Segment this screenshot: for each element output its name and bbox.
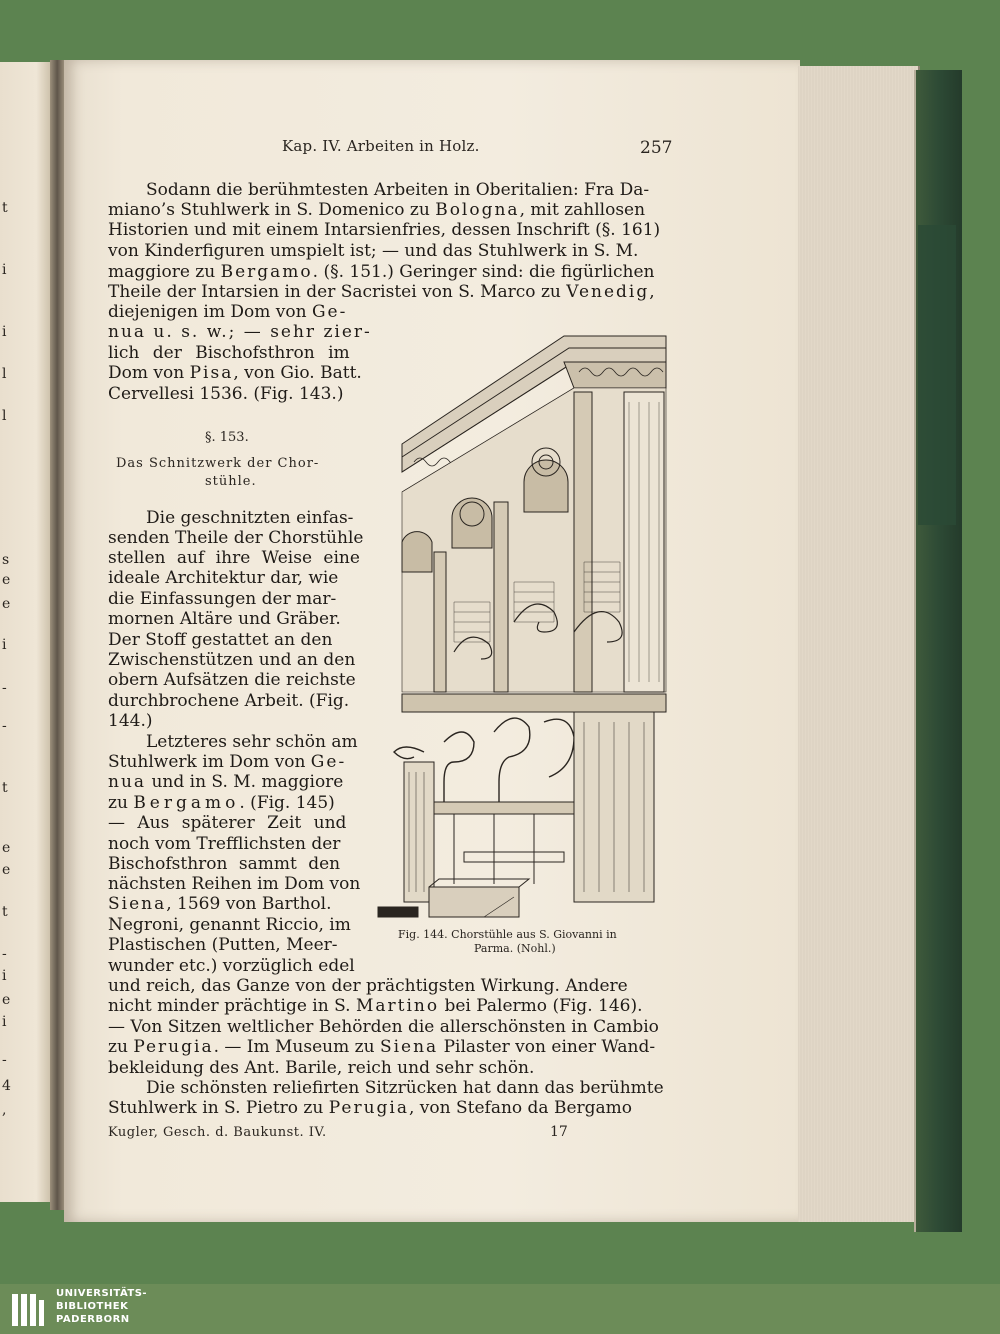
text-run: , mit zahllosen	[519, 200, 646, 220]
text-line: wunder etc.) vorzüglich edel	[108, 956, 355, 976]
running-head: Kap. IV. Arbeiten in Holz.	[282, 137, 480, 155]
left-page-edge	[0, 62, 52, 1202]
library-name: BIBLIOTHEK	[56, 1301, 129, 1312]
text-line: Sodann die berühmtesten Arbeiten in Oberitalien: Fra Da-	[146, 180, 650, 200]
left-fragment: -	[2, 680, 7, 696]
spaced-word: Perugia	[328, 1098, 409, 1118]
text-run: , von Stefano da Bergamo	[409, 1098, 633, 1118]
text-line	[108, 363, 362, 383]
library-name: UNIVERSITÄTS-	[56, 1288, 148, 1299]
left-fragment: i	[2, 324, 7, 340]
left-fragment: 4	[2, 1078, 11, 1094]
text-run: miano’s Stuhlwerk in S. Domenico zu	[108, 200, 436, 220]
left-fragment: i	[2, 968, 7, 984]
text-line: Zwischenstützen und an den	[108, 650, 356, 670]
left-fragment: i	[2, 1014, 7, 1030]
spaced-word: nua	[108, 772, 147, 792]
cover-band	[918, 225, 956, 525]
figure-caption: Fig. 144. Chorstühle aus S. Giovanni in	[398, 928, 617, 941]
footer-citation: Kugler, Gesch. d. Baukunst. IV.	[108, 1125, 327, 1140]
text-line: — Von Sitzen weltlicher Behörden die allerschönsten in Cambio	[108, 1017, 659, 1037]
left-fragment: -	[2, 946, 7, 962]
text-run: nicht minder prächtige in S.	[108, 996, 356, 1016]
text-line: Negroni, genannt Riccio, im	[108, 915, 351, 935]
section-number: §. 153.	[205, 430, 249, 445]
text-line: Die geschnitzten einfas-	[146, 508, 354, 528]
text-line: Der Stoff gestattet an den	[108, 630, 333, 650]
figure-caption: Parma. (Nohl.)	[474, 942, 556, 955]
text-line: nua u. s. w.; — sehr zier-	[108, 322, 372, 342]
left-fragment: e	[2, 862, 11, 878]
text-run: diejenigen im Dom von	[108, 302, 312, 322]
text-line: senden Theile der Chorstühle	[108, 528, 364, 548]
spaced-word: Venedig	[566, 282, 650, 302]
text-run: zu	[108, 793, 134, 813]
left-fragment: -	[2, 718, 7, 734]
text-line	[108, 282, 655, 302]
library-footer-bar	[0, 1284, 1000, 1334]
text-run: Theile der Intarsien in der Sacristei von S. Marco zu	[108, 282, 567, 302]
left-fragment: e	[2, 596, 11, 612]
spaced-word: Siena	[379, 1037, 439, 1057]
left-fragment: e	[2, 572, 11, 588]
text-line	[108, 1098, 632, 1118]
text-line	[108, 752, 346, 772]
text-run: . (§. 151.) Geringer sind: die figürlichen	[312, 262, 655, 282]
text-run: ,	[649, 282, 655, 302]
text-run: zu	[108, 1037, 134, 1057]
text-line: Plastischen (Putten, Meer-	[108, 935, 338, 955]
left-fragment: i	[2, 262, 7, 278]
spaced-word: Bologna	[435, 200, 520, 220]
text-line: noch vom Trefflichsten der	[108, 834, 341, 854]
page-number: 257	[640, 138, 673, 158]
text-run: maggiore zu	[108, 262, 221, 282]
section-title: stühle.	[205, 474, 257, 489]
left-fragment: ,	[2, 1102, 7, 1118]
text-run: , von Gio. Batt.	[233, 363, 362, 383]
left-fragment: s	[2, 552, 10, 568]
text-line: — Aus späterer Zeit und	[108, 813, 347, 833]
left-fragment: i	[2, 637, 7, 653]
text-line	[108, 1037, 655, 1057]
text-line: und reich, das Ganze von der prächtigsten Wirkung. Andere	[108, 976, 628, 996]
text-line: durchbrochene Arbeit. (Fig.	[108, 691, 350, 711]
spaced-word: Siena	[108, 894, 167, 914]
text-run: Stuhlwerk im Dom von	[108, 752, 311, 772]
text-line: nächsten Reihen im Dom von	[108, 874, 361, 894]
spaced-word: Ge-	[311, 302, 348, 322]
text-line: 144.)	[108, 711, 153, 731]
spaced-word: Bergamo	[220, 262, 313, 282]
left-fragment: -	[2, 1052, 7, 1068]
library-name: PADERBORN	[56, 1314, 130, 1325]
text-run: Pilaster von einer Wand-	[438, 1037, 656, 1057]
left-fragment: t	[2, 200, 8, 216]
section-title: Das Schnitzwerk der Chor-	[116, 456, 320, 471]
left-fragment: t	[2, 780, 8, 796]
text-line: lich der Bischofsthron im	[108, 343, 350, 363]
left-fragment: l	[2, 408, 7, 424]
text-line	[108, 996, 642, 1016]
text-line: stellen auf ihre Weise eine	[108, 548, 360, 568]
text-line	[108, 302, 347, 322]
library-logo-icon	[10, 1292, 46, 1328]
text-line: mornen Altäre und Gräber.	[108, 609, 341, 629]
text-run: Stuhlwerk in S. Pietro zu	[108, 1098, 329, 1118]
text-run: . (Fig. 145)	[239, 793, 335, 813]
left-fragment: t	[2, 904, 8, 920]
text-run: und in S. M. maggiore	[146, 772, 344, 792]
text-line	[108, 200, 645, 220]
spaced-word: Bergamo	[133, 793, 240, 813]
text-line: obern Aufsätzen die reichste	[108, 670, 356, 690]
spaced-word: Ge-	[310, 752, 347, 772]
text-line: die Einfassungen der mar-	[108, 589, 337, 609]
text-line	[108, 793, 335, 813]
spaced-word: Perugia	[133, 1037, 214, 1057]
text-line	[108, 894, 332, 914]
choir-stalls-engraving	[374, 332, 668, 922]
spaced-word: Martino	[355, 996, 440, 1016]
left-fragment: l	[2, 366, 7, 382]
text-line	[108, 772, 343, 792]
text-run: bei Palermo (Fig. 146).	[439, 996, 643, 1016]
text-line: von Kinderfiguren umspielt ist; — und das Stuhlwerk in S. M.	[108, 241, 639, 261]
text-line: Bischofsthron sammt den	[108, 854, 341, 874]
text-line	[108, 262, 654, 282]
text-line: Die schönsten reliefirten Sitzrücken hat dann das berühmte	[146, 1078, 664, 1098]
text-line: Letzteres sehr schön am	[146, 732, 358, 752]
left-fragment: e	[2, 840, 11, 856]
text-line: Cervellesi 1536. (Fig. 143.)	[108, 384, 344, 404]
signature-mark: 17	[550, 1124, 568, 1140]
spaced-word: Pisa	[189, 363, 234, 383]
text-line: ideale Architektur dar, wie	[108, 568, 339, 588]
left-fragment: e	[2, 992, 11, 1008]
text-line: Historien und mit einem Intarsienfries, dessen Inschrift (§. 161)	[108, 220, 661, 240]
page-edges	[798, 66, 920, 1222]
text-line: bekleidung des Ant. Barile, reich und sehr schön.	[108, 1058, 535, 1078]
text-run: . — Im Museum zu	[213, 1037, 380, 1057]
text-run: , 1569 von Barthol.	[166, 894, 332, 914]
text-run: Dom von	[108, 363, 190, 383]
